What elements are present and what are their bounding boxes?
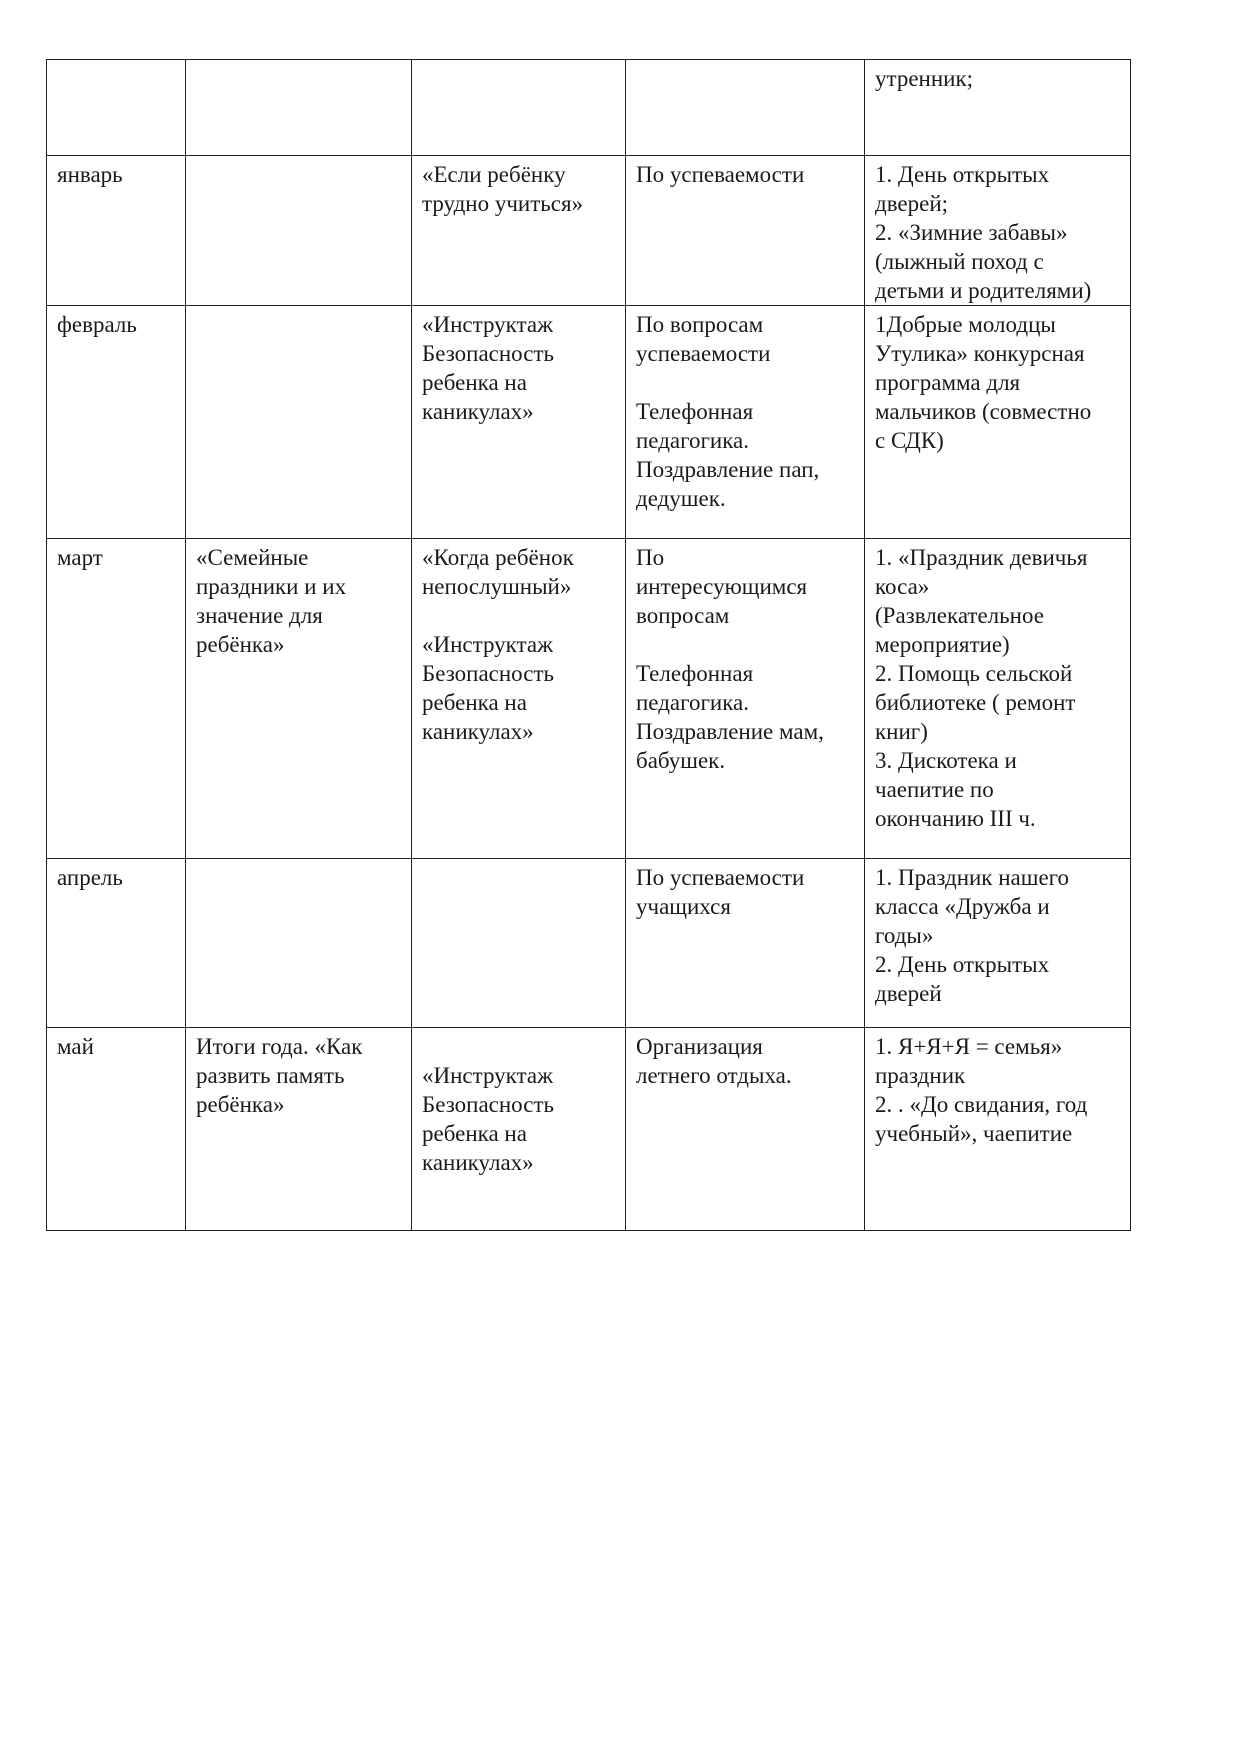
cell-line: ребёнка» bbox=[196, 632, 285, 657]
cell-line: библиотеке ( ремонт bbox=[875, 690, 1076, 715]
cell-line: Организация bbox=[636, 1034, 763, 1059]
cell-line: каникулах» bbox=[422, 1150, 534, 1175]
events-cell bbox=[865, 1028, 1131, 1231]
month-label: апрель bbox=[57, 865, 123, 890]
cell-line: мероприятие) bbox=[875, 632, 1010, 657]
cell-line: «Инструктаж bbox=[422, 632, 553, 657]
cell-line: класса «Дружба и bbox=[875, 894, 1050, 919]
cell-line: 1. День открытых bbox=[875, 162, 1050, 187]
cell-line: трудно учиться» bbox=[422, 191, 584, 216]
cell-line: с СДК) bbox=[875, 428, 944, 453]
cell-line: интересующимся bbox=[636, 574, 808, 599]
table-row bbox=[47, 1028, 1131, 1231]
parent-meeting-cell bbox=[186, 539, 412, 859]
instruction-cell bbox=[412, 306, 626, 539]
events-cell bbox=[865, 306, 1131, 539]
cell-line: «Инструктаж bbox=[422, 312, 553, 337]
cell-line: (лыжный поход с bbox=[875, 249, 1044, 274]
month-label: февраль bbox=[57, 312, 137, 337]
cell-line: 2. День открытых bbox=[875, 952, 1050, 977]
cell-line: 1. «Праздник девичья bbox=[875, 545, 1088, 570]
instruction-cell bbox=[412, 156, 626, 306]
cell-line: развить память bbox=[196, 1063, 345, 1088]
cell-line: ребенка на bbox=[422, 690, 527, 715]
consultation-cell bbox=[626, 156, 865, 306]
cell-line: чаепитие по bbox=[875, 777, 994, 802]
cell-line: По bbox=[636, 545, 665, 570]
cell-line: вопросам bbox=[636, 603, 730, 628]
cell-line: летнего отдыха. bbox=[636, 1063, 792, 1088]
events-cell bbox=[865, 859, 1131, 1028]
cell-line: По успеваемости bbox=[636, 865, 805, 890]
line-gap bbox=[636, 630, 854, 659]
cell-line: праздники и их bbox=[196, 574, 347, 599]
events-cell bbox=[865, 156, 1131, 306]
cell-line: 2. Помощь сельской bbox=[875, 661, 1073, 686]
cell-line: дверей bbox=[875, 981, 942, 1006]
cell-line: Итоги года. «Как bbox=[196, 1034, 363, 1059]
month-label: май bbox=[57, 1034, 94, 1059]
cell-line: Телефонная bbox=[636, 661, 754, 686]
line-gap bbox=[422, 1032, 615, 1061]
instruction-cell bbox=[412, 60, 626, 156]
cell-line: 3. Дискотека и bbox=[875, 748, 1017, 773]
cell-line: годы» bbox=[875, 923, 934, 948]
month-cell bbox=[47, 539, 186, 859]
parent-meeting-cell bbox=[186, 156, 412, 306]
events-cell bbox=[865, 539, 1131, 859]
cell-line: педагогика. bbox=[636, 690, 750, 715]
consultation-cell bbox=[626, 306, 865, 539]
cell-line: Безопасность bbox=[422, 341, 555, 366]
cell-line: Поздравление пап, bbox=[636, 457, 820, 482]
cell-line: непослушный» bbox=[422, 574, 572, 599]
cell-line: «Если ребёнку bbox=[422, 162, 566, 187]
instruction-cell bbox=[412, 539, 626, 859]
month-label: март bbox=[57, 545, 103, 570]
cell-line: Утулика» конкурсная bbox=[875, 341, 1085, 366]
cell-line: мальчиков (совместно bbox=[875, 399, 1092, 424]
cell-line: учебный», чаепитие bbox=[875, 1121, 1073, 1146]
cell-line: По успеваемости bbox=[636, 162, 805, 187]
cell-line: окончанию III ч. bbox=[875, 806, 1036, 831]
cell-line: значение для bbox=[196, 603, 323, 628]
cell-line: 2. . «До свидания, год bbox=[875, 1092, 1088, 1117]
month-label: январь bbox=[57, 162, 123, 187]
cell-line: детьми и родителями) bbox=[875, 278, 1092, 303]
cell-line: педагогика. bbox=[636, 428, 750, 453]
parent-work-plan-table bbox=[46, 59, 1131, 1231]
table-row bbox=[47, 539, 1131, 859]
cell-line: «Когда ребёнок bbox=[422, 545, 574, 570]
month-cell bbox=[47, 156, 186, 306]
cell-line: ребенка на bbox=[422, 1121, 527, 1146]
cell-line: программа для bbox=[875, 370, 1021, 395]
cell-line: «Инструктаж bbox=[422, 1063, 553, 1088]
cell-line: каникулах» bbox=[422, 719, 534, 744]
cell-line: ребёнка» bbox=[196, 1092, 285, 1117]
plan-table-body bbox=[47, 60, 1131, 1231]
cell-line: учащихся bbox=[636, 894, 731, 919]
parent-meeting-cell bbox=[186, 60, 412, 156]
cell-line: Телефонная bbox=[636, 399, 754, 424]
month-cell bbox=[47, 60, 186, 156]
cell-line: успеваемости bbox=[636, 341, 771, 366]
cell-line: праздник bbox=[875, 1063, 966, 1088]
line-gap bbox=[422, 601, 615, 630]
month-cell bbox=[47, 306, 186, 539]
cell-line: ребенка на bbox=[422, 370, 527, 395]
parent-meeting-cell bbox=[186, 1028, 412, 1231]
cell-line: дверей; bbox=[875, 191, 949, 216]
cell-line: По вопросам bbox=[636, 312, 764, 337]
cell-line: 1Добрые молодцы bbox=[875, 312, 1056, 337]
table-row bbox=[47, 156, 1131, 306]
consultation-cell bbox=[626, 859, 865, 1028]
cell-line: 2. «Зимние забавы» bbox=[875, 220, 1068, 245]
month-cell bbox=[47, 1028, 186, 1231]
parent-meeting-cell bbox=[186, 306, 412, 539]
cell-line: 1. Я+Я+Я = семья» bbox=[875, 1034, 1063, 1059]
consultation-cell bbox=[626, 1028, 865, 1231]
month-cell bbox=[47, 859, 186, 1028]
cell-line: Поздравление мам, bbox=[636, 719, 824, 744]
consultation-cell bbox=[626, 539, 865, 859]
cell-line: Безопасность bbox=[422, 1092, 555, 1117]
cell-line: «Семейные bbox=[196, 545, 309, 570]
cell-line: коса» bbox=[875, 574, 930, 599]
cell-line: Безопасность bbox=[422, 661, 555, 686]
cell-line: дедушек. bbox=[636, 486, 726, 511]
table-row bbox=[47, 859, 1131, 1028]
parent-meeting-cell bbox=[186, 859, 412, 1028]
instruction-cell bbox=[412, 1028, 626, 1231]
cell-line: утренник; bbox=[875, 66, 974, 91]
table-row bbox=[47, 60, 1131, 156]
consultation-cell bbox=[626, 60, 865, 156]
events-cell bbox=[865, 60, 1131, 156]
line-gap bbox=[636, 368, 854, 397]
instruction-cell bbox=[412, 859, 626, 1028]
cell-line: (Развлекательное bbox=[875, 603, 1044, 628]
cell-line: бабушек. bbox=[636, 748, 726, 773]
cell-line: книг) bbox=[875, 719, 928, 744]
cell-line: 1. Праздник нашего bbox=[875, 865, 1070, 890]
cell-line: каникулах» bbox=[422, 399, 534, 424]
table-row bbox=[47, 306, 1131, 539]
